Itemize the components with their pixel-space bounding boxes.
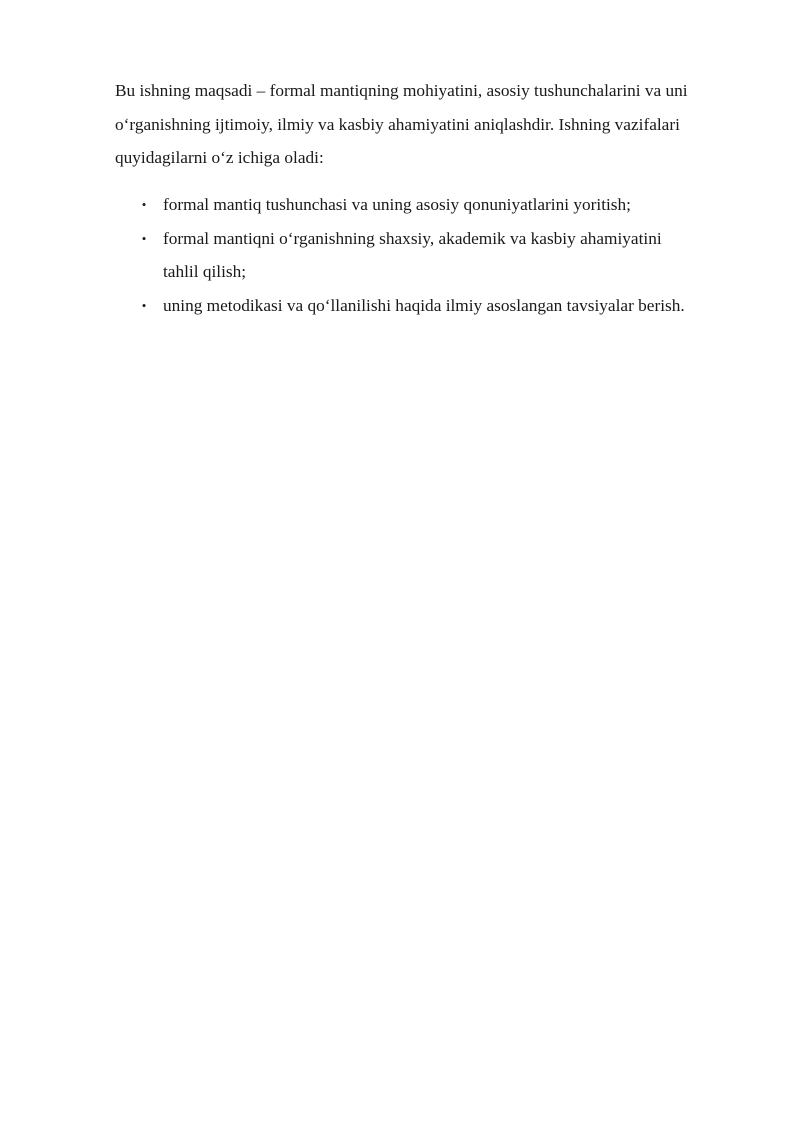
list-item-text: tahlil qilish; xyxy=(163,262,247,281)
list-item xyxy=(115,289,755,323)
task-list xyxy=(115,188,755,322)
paragraph-line: quyidagilarni o‘z ichiga oladi: xyxy=(115,148,324,167)
list-item xyxy=(115,222,755,289)
bullet-icon: • xyxy=(141,297,147,313)
paragraph-line: Bu ishning maqsadi – formal mantiqning mohiyatini, asosiy tushunchalarini va uni xyxy=(115,81,688,100)
list-item xyxy=(115,188,755,222)
bullet-icon: • xyxy=(141,197,147,212)
list-item-text: formal mantiqni o‘rganishning shaxsiy, akademik va kasbiy ahamiyatini xyxy=(163,228,662,248)
bullet-icon: • xyxy=(141,230,147,246)
intro-paragraph xyxy=(115,74,755,175)
paragraph-line: o‘rganishning ijtimoiy, ilmiy va kasbiy ahamiyatini aniqlashdir. Ishning vazifalari xyxy=(115,114,680,134)
list-item-text: formal mantiq tushunchasi va uning asosiy qonuniyatlarini yoritish; xyxy=(163,195,631,214)
list-item-text: uning metodikasi va qo‘llanilishi haqida ilmiy asoslangan tavsiyalar berish. xyxy=(163,295,685,315)
